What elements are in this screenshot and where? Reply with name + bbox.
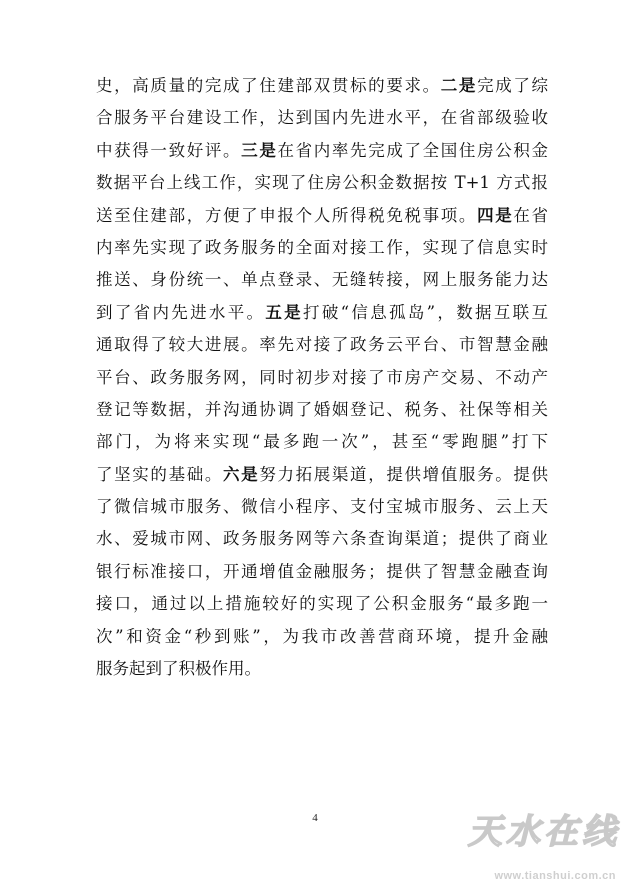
text-line <box>96 588 548 620</box>
text-line <box>96 167 548 199</box>
line-text: 水、爱城市网、政务服务网等六条查询渠道；提供了商业 <box>96 529 548 549</box>
line-text: 内率先实现了政务服务的全面对接工作，实现了信息实时 <box>96 237 548 257</box>
text-line <box>96 621 548 653</box>
text-line <box>96 102 548 134</box>
bold-heading-marker: 四是 <box>477 205 514 225</box>
line-text: 在省内率先完成了全国住房公积金 <box>277 140 549 160</box>
line-text: 登记等数据，并沟通协调了婚姻登记、税务、社保等相关 <box>96 399 548 419</box>
line-text: 通取得了较大进展。率先对接了政务云平台、市智慧金融 <box>96 335 548 355</box>
page-number: 4 <box>312 812 318 824</box>
text-line <box>96 459 548 491</box>
text-line <box>96 200 548 232</box>
line-text: 完成了综 <box>477 76 549 95</box>
line-text: 银行标准接口，开通增值金融服务；提供了智慧金融查询 <box>96 561 548 581</box>
text-line <box>96 362 548 394</box>
line-text: 史，高质量的完成了住建部双贯标的要求。 <box>96 76 441 95</box>
watermark-url: www.tianshui.com.cn <box>494 870 616 882</box>
line-text: 平台、政务服务网，同时初步对接了市房产交易、不动产 <box>96 367 548 387</box>
bold-heading-marker: 六是 <box>223 464 260 484</box>
line-text: 合服务平台建设工作，达到国内先进水平，在省部级验收 <box>96 108 548 128</box>
site-watermark <box>430 804 620 884</box>
line-text: 了微信城市服务、微信小程序、支付宝城市服务、云上天 <box>96 497 548 517</box>
body-paragraph <box>96 70 548 685</box>
line-text: 在省 <box>513 205 549 225</box>
bold-heading-marker: 三是 <box>241 140 278 160</box>
bold-heading-marker: 五是 <box>265 302 303 322</box>
bold-heading-marker: 二是 <box>440 76 478 95</box>
watermark-logo: 天水在线 <box>468 812 620 852</box>
line-text: 数据平台上线工作，实现了住房公积金数据按 T+1 方式报 <box>96 173 548 193</box>
line-text: 到了省内先进水平。 <box>96 302 266 322</box>
line-text: 送至住建部，方便了申报个人所得税免税事项。 <box>96 205 478 225</box>
text-line <box>96 491 548 523</box>
line-text: 服务起到了积极作用。 <box>96 659 261 679</box>
text-line <box>96 70 548 102</box>
text-line <box>96 329 548 361</box>
text-line <box>96 523 548 555</box>
text-line <box>96 394 548 426</box>
line-text: 打破“信息孤岛”，数据互联互 <box>303 302 549 322</box>
text-line <box>96 264 548 296</box>
text-line <box>96 135 548 167</box>
text-line <box>96 297 548 329</box>
line-text: 接口，通过以上措施较好的实现了公积金服务“最多跑一 <box>96 594 548 614</box>
text-line <box>96 556 548 588</box>
line-text: 努力拓展渠道，提供增值服务。提供 <box>259 464 549 484</box>
text-line <box>96 653 548 685</box>
text-line <box>96 426 548 458</box>
line-text: 部门，为将来实现“最多跑一次”，甚至“零跑腿”打下 <box>96 432 548 452</box>
line-text: 中获得一致好评。 <box>96 140 242 160</box>
text-line <box>96 232 548 264</box>
line-text: 了坚实的基础。 <box>96 464 224 484</box>
line-text: 次”和资金“秒到账”，为我市改善营商环境，提升金融 <box>96 626 548 646</box>
line-text: 推送、身份统一、单点登录、无缝转接，网上服务能力达 <box>96 270 548 290</box>
